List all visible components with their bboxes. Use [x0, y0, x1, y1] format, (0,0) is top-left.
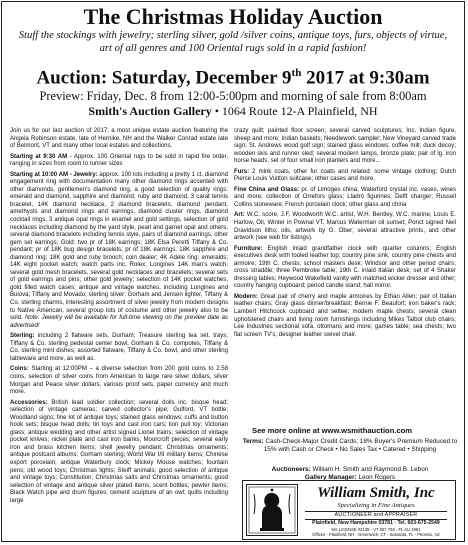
- furniture-text: English inlaid grandfather clock with quarter columns; English executives desk with tooled leather top; country pine sink; country pine chests and armoire; 19th C. chests; school masters desk; Windsor and other period chairs; cross straddle; three Pembroke table; 19th C. inlaid Italian desk; set of 4 Shaker dressing tables; Heywood Wakefield vanity with matched wicker dresser and other; country hanging cupboard; period candle stand; hall mirror.: [234, 245, 456, 290]
- china-text: pr. of Limoges china; Waterford crystal inc. vases, wines and more; collection of Orrefors glass; Lladró figurines; Delft charger; Russell Collins stoneware; French porcelain clock; other glass and china: [234, 186, 456, 208]
- accessories-text: British lead soldier collection; several dolls inc. bisque head; selection of vintage cameras; carved collector's pipe; Gulford, VT bottle; Woodland signs; fine lot of antique toys; stained glass windows; cuffs and button hook sets; bisque head dolls; tin toys and cast iron cars; lion pull toy; Victorian glass; antique wedding and other artist signed Lionel trains; selection of vintage pocket knives; nickel plate and cast iron banks; Moorcroft pieces; several early iron and brass kitchen items; shell jewelry pendant; Christmas ornaments; antique postcard albums; Gorham sterling; World War I/II military items; Chinese export porcelain; antique Waterbury clock; Mickey Mouse watches; fountain pens; old wood toys; Christmas lights; Steiff animals; good selection of antique and vintage toys; Constitution; Christmas salts and Christmas ornaments; good selection of vintage and antique silver plated items; scent bottles; pewter items; Black Watch pipe and drum figures; cement sculpture of an owl; quilts including large: [10, 399, 228, 504]
- ad-title: The Christmas Holiday Auction: [83, 4, 383, 29]
- ad-subtitle: Stuff the stockings with jewelry; sterling silver, gold /silver coins, antique toys, furs, objects of virtue, art of all genres and 100 Oriental rugs sold in a rapid fashion!: [18, 30, 448, 54]
- firm-role: AUCTIONEER and APPRAISER: [334, 512, 418, 518]
- gallery-manager-label: Gallery Manager:: [304, 474, 357, 481]
- terms-line: [240, 438, 460, 454]
- jewelry-paragraph: [10, 172, 228, 330]
- rugs-label: Starting at 9:30 AM: [10, 153, 68, 160]
- auctioneers-text: William H. Smith and Raymond B. Lebon: [310, 466, 429, 473]
- auctioneers-label: Auctioneers:: [271, 466, 311, 473]
- website-link[interactable]: See more online at www.wsmithauction.com: [252, 426, 413, 435]
- art-label: Art:: [234, 212, 245, 219]
- modern-paragraph: [234, 294, 456, 339]
- firm-town: Plainfield, New Hampshire 03781: [312, 520, 393, 526]
- auction-date: [2, 67, 464, 89]
- auction-date-rest: 2017 at 9:30am: [301, 67, 430, 89]
- furs-paragraph: [234, 169, 456, 184]
- furniture-paragraph: [234, 246, 456, 291]
- right-column: [234, 128, 456, 342]
- firm-offices: Offices - Plainfield, NH - Greenwich, CT - Sarasota, FL - Phoenix, AZ: [312, 532, 440, 537]
- coins-text: Starting at 12:00PM – a diverse selection from 200 gold coins to 2.58 coins, selection of silver coins from American to large rare silver dollars, silver Morgan and Peace silver dollars, various proof sets, paper currency and much more.: [10, 366, 228, 396]
- art-paragraph: [234, 212, 456, 242]
- accessories-paragraph: [10, 400, 228, 506]
- modern-label: Modern:: [234, 293, 258, 300]
- firm-tagline: Specializing in Fine Antiques: [337, 502, 415, 509]
- modern-text: Great pair of cherry and maple armoires by Ethan Allen; pair of Italian leather chairs; Gray glass dinner/breakfast; Bernie F. Beaufort; iron baker's rack; Lambert Hitchcock cupboard and settee; modern maple chests; several clean upholstered chairs and living room furnishings including Mikes Talbot club chairs; Lee Industries sectional sofa, ottomans and more; games table; sea chests; two flat screen TV's; designer leather swivel chair.: [234, 293, 456, 338]
- rugs-text: - Approx. 100 Oriental rugs to be sold in rapid fire order, ranging in sizes from room to runner sizes: [10, 153, 228, 168]
- firm-address: Plainfield, New Hampshire 03781 · Tel. 603-675-2549: [312, 520, 440, 526]
- company-logo-box: [242, 480, 456, 540]
- firm-licenses: NH LICENSE #2135 · VT 057 792 · FL AU 1961: [331, 527, 421, 532]
- terms-label: Terms:: [242, 438, 264, 445]
- furniture-label: Furniture:: [234, 245, 263, 252]
- gallery-name: Smith's Auction Gallery: [88, 104, 212, 118]
- auction-date-ordinal: th: [291, 67, 302, 79]
- terms-text: Cash-Check-Major Credit Cards; 18% Buyer's Premium Reduced to 15% with Cash or Check • No Sales Tax • Catered • Shipping: [263, 438, 458, 453]
- auction-date-prefix: Auction: Saturday, December 9: [36, 67, 292, 89]
- firm-name: William Smith, Inc: [317, 485, 435, 501]
- silhouette-emblem-icon: [246, 484, 298, 536]
- art-text: W.C. score, J.F. Woodworth W.C. artist, W.H. Bentley, W.C. marine; Louis E. Harlow, Oil, Winter in Pownal VT, Marcus Waterman oil sunset; Ponct signed Neil Dravidson litho; oils, artwork by G. Ober; several attractive prints, and other artwork (see web for listings).: [234, 212, 456, 242]
- intro-paragraph: Join us for our last auction of 2017; a most unique estate auction featuring the Angela Robinson estate, late of Hernike, NH and the Walker Conrad estate late of Belmont, VT and many other local estates and collections.: [10, 128, 228, 150]
- gallery-line: [2, 104, 464, 119]
- gallery-manager-text: Leon Rogers: [356, 474, 396, 481]
- firm-phone: Tel. 603-675-2549: [397, 520, 440, 526]
- china-paragraph: [234, 187, 456, 210]
- china-label: Fine China and Glass:: [234, 186, 300, 193]
- furs-label: Furs:: [234, 168, 250, 175]
- auction-advertisement: [1, 1, 465, 542]
- quilt-continuation: crazy quilt; painted floor screen; several carved sculptures; Inc. Indian figure, sheep and more; Indian baskets; Needlework sampler; New Vineyard carved trade sign; St. Andrews wood golf sign; stained glass windows; coffee mill; duck decoy; wooden skis and runner sled; several modern lamps, bronze plate; pair of lg. iron horse heads; set of four small iron planters and more...: [234, 128, 456, 165]
- sterling-paragraph: [10, 333, 228, 363]
- gallery-address: • 1064 Route 12-A Plainfield, NH: [211, 104, 378, 118]
- coins-paragraph: [10, 366, 228, 396]
- jewelry-label: Starting at 10:00 AM - Jewelry:: [10, 171, 98, 178]
- preview-times: Preview: Friday, Dec. 8 from 12:00-5:00pm and morning of sale from 8:00am: [39, 89, 427, 103]
- accessories-label: Accessories:: [10, 399, 48, 406]
- jewelry-text: approx. 100 lots including a pretty 1 ct. diamond engagement ring with documentation many other diamond rings accented with other diamonds, gentlemen's diamond ring, a good selection of quality rings: emerald and diamond, sapphire and diamond, ruby and diamond, 3 carat tennis bracelet, 14K diamond necklace, 2 diamond bracelets, diamond pendant, amethysts and diamond rings and earrings, diamond cluster rings, diamond cocktail rings, 3 antique opal rings in enamel and gold settings, selection of gold necklaces including diamond by the yard style, pearl and garnet opal and others, several diamond bracelets including tennis style, pairs of diamond earrings, other gem set earrings; Gold: two pr of 18K earrings; 18K Elsa Peretti Tiffany & Co. pendant; pr of 18K bug design bracelets; pr of 18K earrings; 18K sapphire and diamond ring; 18K gold and ruby brooch; coin dealer; 4K Adele ring; emeralds; 14K eight pocket watch; watch parts inc. Rolex; Longines 14K man's watch; several gold mesh bracelets, several gold necklaces and bracelets; several sets of gold earrings and pins; other gold jewelry; selection of 14K pocket watches, gold filled watch cases; antique and vintage watches, including Longines and Bulova; Tiffany and Movado; sterling silver: Gorham and Jensen lighter, Tiffany & Co. sterling charms, interesting assortment of silver jewelry from modern designs to Native American, several group lots of costume and other jewelry also to be sold.: [10, 171, 228, 322]
- left-column: [10, 128, 228, 508]
- sterling-label: Sterling:: [10, 333, 35, 340]
- furs-text: 2 mink coats, other fur coats and related: some vintage clothing; Dutch Pierce Louis Vuitton suitcase; other cases and more.: [234, 168, 456, 183]
- rugs-paragraph: [10, 154, 228, 169]
- jewelry-note: Note: Jewelry will be available for full-time viewing on the preview date as advertised!: [10, 315, 228, 329]
- sterling-text: including 2 flatware sets, Durham; Treasure sterling tea set, trays; Tiffany & Co. sterling pedestal center bowl, Gorham & Co. compotes, Tiffany & Co. sterling mint dishes; assorted flatware, Tiffany & Co. bowl, and other sterling tableware and more, as well as.: [10, 333, 228, 362]
- coins-label: Coins:: [10, 366, 29, 373]
